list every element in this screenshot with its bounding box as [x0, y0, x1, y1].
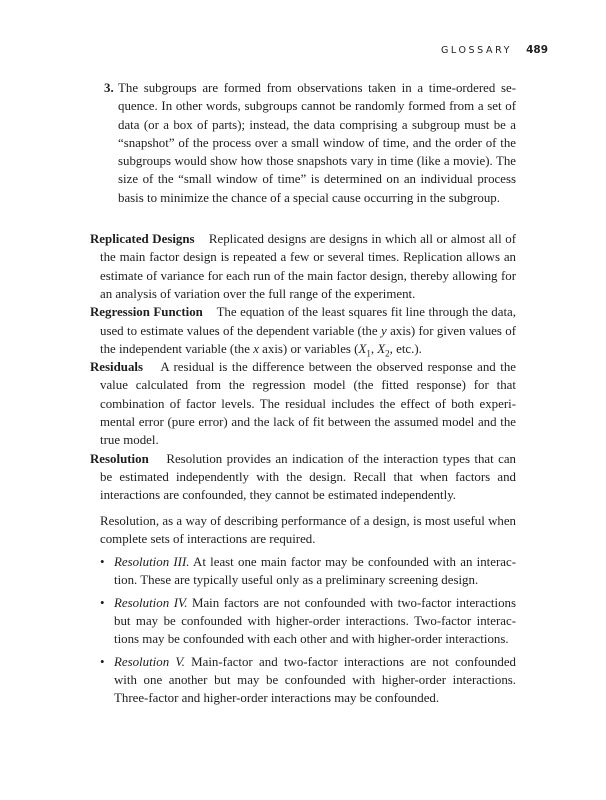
numbered-item-3 — [90, 79, 516, 207]
definition-resolution: Resolution provides an indication of the interaction types that can be estimated independently with the design. Recall that when factors and interactions are confounded, they cannot be estimated independently. — [100, 451, 517, 503]
definition-regression-part: , etc.). — [389, 341, 422, 356]
entry-regression-function — [90, 303, 516, 358]
list-item — [90, 594, 516, 649]
var-X1-subscript: 1 — [366, 348, 371, 359]
entry-residuals — [90, 358, 516, 449]
term-residuals: Residuals — [90, 360, 144, 375]
definition-regression-part: axis) for given values of the independent variable (the — [100, 323, 516, 356]
running-head — [441, 44, 548, 56]
bullet-icon: • — [100, 654, 105, 669]
definition-regression-part: The equation of the least squares fit line through the data, used to estimate values of the dependent variable (the — [100, 305, 516, 338]
item-3-text: The subgroups are formed from observations taken in a time-ordered sequence. In other words, subgroups cannot be randomly formed from a set of data (or a box of parts); instead, the data comprising a subgroup must be a “snapshot” of the process over a small window of time, and the order of the subgroups would show how those snapshots vary in time (like a movie). The size of the “small window of time” is determined on an individual process basis to minimize the chance of a special cause occurring in the subgroup. — [118, 81, 516, 205]
var-X1: X — [358, 341, 367, 356]
definition-replicated-designs: Replicated designs are designs in which all or almost all of the main factor design is repeated a few or several times. Replication allows an estimate of variance for each run of the main factor design, thereby allowing for an analysis of variation over the full range of the experiment. — [100, 232, 516, 301]
bullet-text: Main factors are not confounded with two-factor interactions but may be confounded with higher-order interactions. Two-factor interactions may be confounded with each other and with higher-order interactions. — [114, 595, 516, 647]
section-title: GLOSSARY — [440, 45, 513, 56]
bullet-text: Main-factor and two-factor interactions are not confounded with one another but may be confounded with higher-order interactions. Three-factor and higher-order interactions may be confounded. — [114, 654, 517, 706]
entry-resolution — [90, 450, 516, 505]
var-X2: X — [377, 341, 386, 356]
var-x: x — [253, 341, 259, 356]
resolution-list — [90, 553, 516, 707]
definition-residuals: A residual is the difference between the observed response and the value calculated from the regression model (the fitted response) for that combination of factor levels. The residual includes the effect of both experimental error (pure error) and the lack of fit between the assumed model and the true model. — [100, 360, 516, 448]
term-regression-function: Regression Function — [90, 305, 203, 320]
list-item — [90, 553, 516, 590]
bullet-label: Resolution IV. — [114, 595, 188, 610]
bullet-icon: • — [100, 595, 105, 610]
bullet-label: Resolution III. — [114, 555, 190, 570]
entry-replicated-designs — [90, 230, 516, 303]
bullet-icon: • — [100, 555, 105, 570]
page-number: 489 — [526, 44, 548, 56]
term-replicated-designs: Replicated Designs — [90, 232, 195, 247]
bullet-label: Resolution V. — [114, 654, 185, 669]
separator: , — [370, 341, 378, 356]
resolution-paragraph-2: Resolution, as a way of describing performance of a design, is most useful when complete sets of interactions are required. — [100, 513, 516, 546]
list-item — [90, 653, 516, 708]
item-number: 3. — [104, 81, 114, 95]
var-X2-subscript: 2 — [385, 348, 390, 359]
bullet-text: At least one main factor may be confounded with an interaction. These are typically useful only as a preliminary screening design. — [114, 555, 516, 588]
var-y: y — [380, 323, 387, 338]
term-resolution: Resolution — [90, 451, 149, 466]
definition-regression-part: axis) or variables ( — [258, 341, 359, 356]
glossary-body — [90, 79, 516, 712]
